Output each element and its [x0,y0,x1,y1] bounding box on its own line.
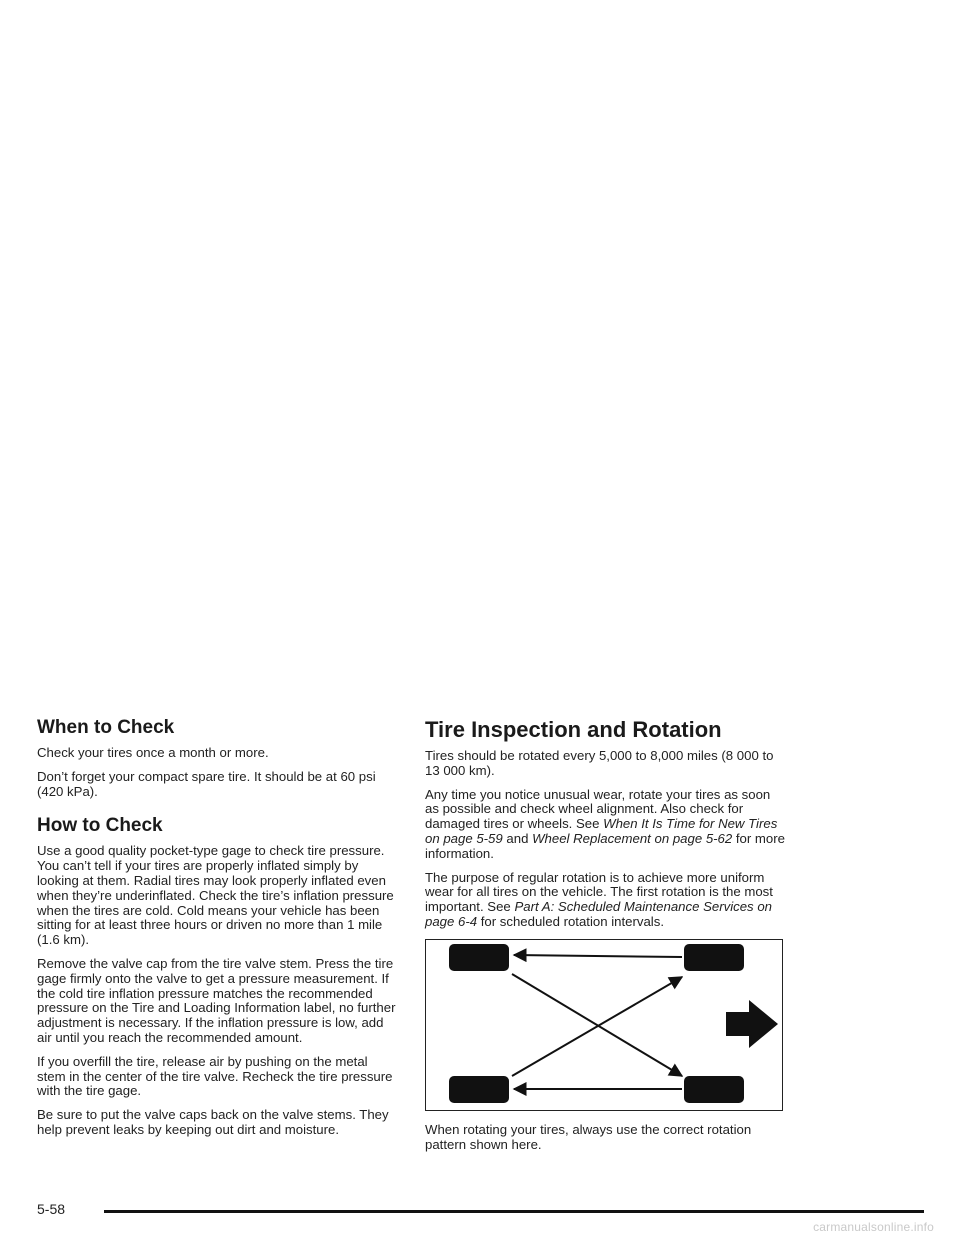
how-paragraph-1: Use a good quality pocket-type gage to check tire pressure. You can’t tell if your tires are properly inflated simply by looking at them. Radial tires may look properly inflated even when they’re underinflated. Check the tire’s inflation pressure when the tires are cold. Cold means your vehicle has been sitting for at least three hours or driven no more than 1 mile (1.6 km). [37,843,394,948]
rotation-paragraph-2: Any time you notice unusual wear, rotate your tires as soon as possible and check wheel alignment. Also check for damaged tires or wheels. See When It Is Time for New Tires on page 5-59 and Wheel Replacement on page 5-62 for more information. [425,786,785,861]
reference-scheduled-maintenance: Part A: Scheduled Maintenance Services on page 6-4 [425,899,772,929]
reference-new-tires: When It Is Time for New Tires on page 5-59 [425,816,778,846]
when-paragraph-1: Check your tires once a month or more. [37,745,269,760]
reference-wheel-replacement: Wheel Replacement on page 5-62 [532,830,733,846]
diagram-caption: When rotating your tires, always use the correct rotation pattern shown here. [425,1121,752,1152]
when-to-check-heading: When to Check [37,717,175,738]
watermark: carmanualsonline.info [813,1220,934,1234]
rotation-paragraph-1: Tires should be rotated every 5,000 to 8,000 miles (8 000 to 13 000 km). [425,748,774,778]
how-paragraph-2: Remove the valve cap from the tire valve stem. Press the tire gage firmly onto the valve to get a pressure measurement. If the cold tire inflation pressure matches the recommended pressure on the Tire and Loading Information label, no further adjustment is necessary. If the inflation pressure is low, add air until you reach the recommended amount. [37,955,396,1045]
right-column [425,717,787,1161]
rotation-arrows [426,940,782,1110]
footer-rule [104,1210,924,1213]
left-column [37,716,399,1147]
tire-rotation-diagram [425,939,783,1111]
how-to-check-heading: How to Check [37,815,163,837]
how-paragraph-4: Be sure to put the valve caps back on the valve stems. They help prevent leaks by keeping out dirt and moisture. [37,1107,389,1137]
tire-inspection-heading: Tire Inspection and Rotation [425,717,722,742]
page-number: 5-58 [37,1201,66,1217]
how-paragraph-3: If you overfill the tire, release air by pushing on the metal stem in the center of the tire valve. Recheck the tire pressure with the tire gage. [37,1053,393,1099]
forward-direction-arrow-icon [726,1000,778,1048]
arrow-front-right-to-left [514,955,682,957]
when-paragraph-2: Don’t forget your compact spare tire. It should be at 60 psi (420 kPa). [37,768,376,799]
rotation-paragraph-3: The purpose of regular rotation is to achieve more uniform wear for all tires on the vehicle. The first rotation is the most important. See Part A: Scheduled Maintenance Services on page 6-4 for scheduled rotation intervals. [425,869,773,929]
